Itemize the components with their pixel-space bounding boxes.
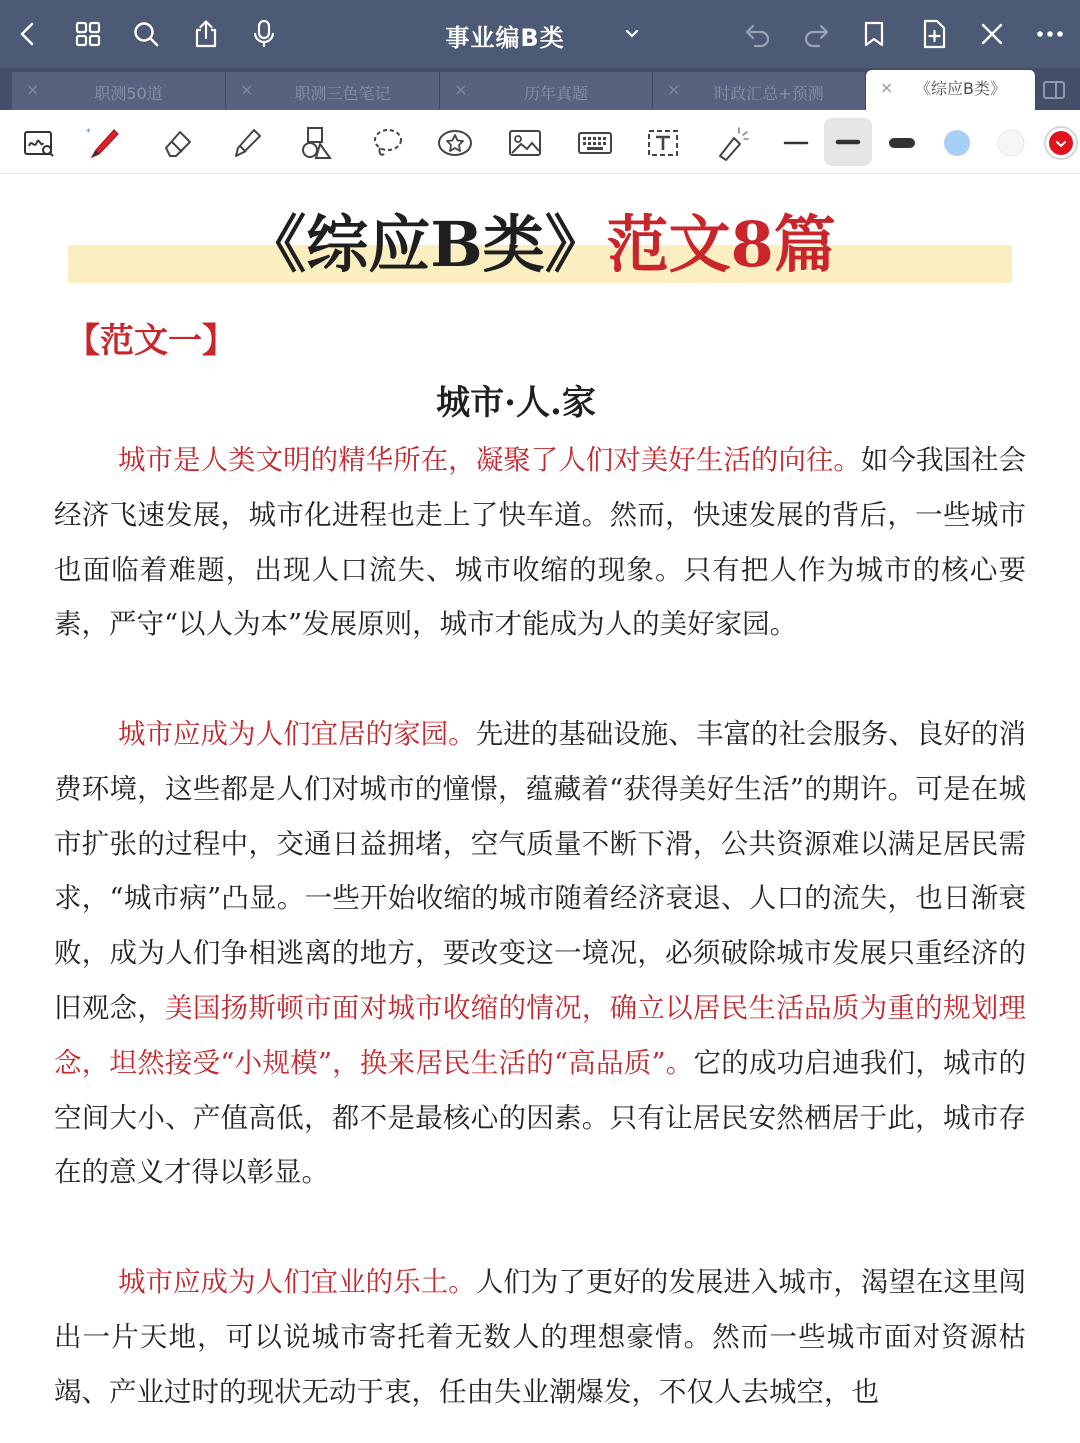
paragraph-2 xyxy=(54,707,1026,1200)
split-view-icon[interactable] xyxy=(1042,80,1068,100)
tab-bar xyxy=(0,68,1080,110)
text-box-icon[interactable] xyxy=(642,122,684,164)
tab-2[interactable] xyxy=(226,72,440,110)
key-sentence: 城市应成为人们宜居的家园。 xyxy=(118,718,476,750)
grid-icon[interactable] xyxy=(68,14,108,54)
tab-label: 时政汇总+预测 xyxy=(714,84,824,103)
thick-stroke-icon[interactable] xyxy=(880,122,922,164)
color-swatch-red-selected[interactable] xyxy=(1040,122,1080,164)
key-sentence: 城市应成为人们宜业的乐土。 xyxy=(118,1266,476,1298)
back-icon[interactable] xyxy=(8,14,48,54)
thin-stroke-icon[interactable] xyxy=(774,122,816,164)
paragraph-text: 如今我国社会经济飞速发展，城市化进程也走上了快车道。然而，快速发展的背后，一些城市也面临着难题，出现人口流失、城市收缩的现象。只有把人作为城市的核心要素，严守“以人为本”发展原则，城市才能成为人的美好家园。 xyxy=(54,444,1026,641)
tab-label: 职测三色笔记 xyxy=(294,84,391,103)
add-page-icon[interactable] xyxy=(914,14,954,54)
sticker-icon[interactable] xyxy=(434,122,476,164)
tab-label: 历年真题 xyxy=(523,84,588,103)
color-swatch-light-blue[interactable] xyxy=(936,122,978,164)
tab-label: 职测50道 xyxy=(94,84,163,103)
chevron-down-icon[interactable] xyxy=(614,16,650,52)
close-icon[interactable] xyxy=(972,14,1012,54)
key-sentence: 城市是人类文明的精华所在，凝聚了人们对美好生活的向往。 xyxy=(118,444,861,476)
bookmark-icon[interactable] xyxy=(854,14,894,54)
tab-label: 《综应B类》 xyxy=(915,79,1006,98)
color-swatch-white[interactable] xyxy=(990,122,1032,164)
handwriting-search-icon[interactable] xyxy=(18,122,60,164)
tab-close-icon[interactable]: × xyxy=(880,78,894,97)
image-icon[interactable] xyxy=(504,122,546,164)
tab-close-icon[interactable]: × xyxy=(454,80,468,99)
tab-4[interactable] xyxy=(653,72,866,110)
tab-close-icon[interactable]: × xyxy=(667,80,681,99)
example-sentence: 美国扬斯顿市面对城市收缩的情况，确立以居民生活品质为重的规划理念，坦然接受“小规模”，换来居民生活的“高品质”。 xyxy=(54,991,1027,1079)
undo-icon[interactable] xyxy=(738,14,778,54)
medium-stroke-icon[interactable] xyxy=(824,118,872,166)
essay-title: 城市·人.家 xyxy=(436,383,596,423)
tab-1[interactable] xyxy=(12,72,226,110)
tab-5-active[interactable] xyxy=(866,70,1036,110)
drawing-toolbar xyxy=(0,110,1080,174)
more-icon[interactable] xyxy=(1030,14,1070,54)
redo-icon[interactable] xyxy=(796,14,836,54)
paragraph-1 xyxy=(54,433,1026,652)
paragraph-3 xyxy=(54,1255,1026,1419)
shapes-icon[interactable] xyxy=(296,122,338,164)
lasso-icon[interactable] xyxy=(366,122,408,164)
section-label: 【范文一】 xyxy=(66,321,236,361)
top-bar xyxy=(0,0,1080,68)
pen-icon[interactable] xyxy=(84,122,126,164)
paragraph-text: 人们为了更好的发展进入城市，渴望在这里闯出一片天地，可以说城市寄托着无数人的理想豪情。然而一些城市面对资源枯竭、产业过时的现状无动于衷，任由失业潮爆发，不仅人去城空，也 xyxy=(54,1266,1026,1408)
document-title xyxy=(0,205,1080,285)
mic-icon[interactable] xyxy=(244,14,284,54)
paragraph-text: 先进的基础设施、丰富的社会服务、良好的消费环境，这些都是人们对城市的憧憬，蕴藏着“获得美好生活”的期许。可是在城市扩张的过程中，交通日益拥堵，空气质量不断下滑，公共资源难以满足居民需求，“城市病”凸显。一些开始收缩的城市随着经济衰退、人口的流失，也日渐衰败，成为人们争相逃离的地方，要改变这一境况，必须破除城市发展只重经济的旧观念， xyxy=(54,718,1026,1024)
title-left: 《综应B类》 xyxy=(244,208,607,281)
notebook-title[interactable]: 事业编B类 xyxy=(445,24,565,52)
document-page[interactable] xyxy=(0,175,1080,1443)
highlighter-icon[interactable] xyxy=(226,122,268,164)
svg-text:⁎: ⁎ xyxy=(86,125,91,135)
eraser-icon[interactable] xyxy=(156,122,198,164)
laser-pointer-icon[interactable] xyxy=(710,122,752,164)
tab-close-icon[interactable]: × xyxy=(240,80,254,99)
title-right: 范文8篇 xyxy=(606,208,836,281)
tab-close-icon[interactable]: × xyxy=(26,80,40,99)
paragraph-text: 它的成功启迪我们，城市的空间大小、产值高低，都不是最核心的因素。只有让居民安然栖居于此，城市存在的意义才得以彰显。 xyxy=(54,1046,1027,1189)
share-icon[interactable] xyxy=(186,14,226,54)
tab-3[interactable] xyxy=(440,72,653,110)
search-icon[interactable] xyxy=(126,14,166,54)
keyboard-icon[interactable] xyxy=(574,122,616,164)
